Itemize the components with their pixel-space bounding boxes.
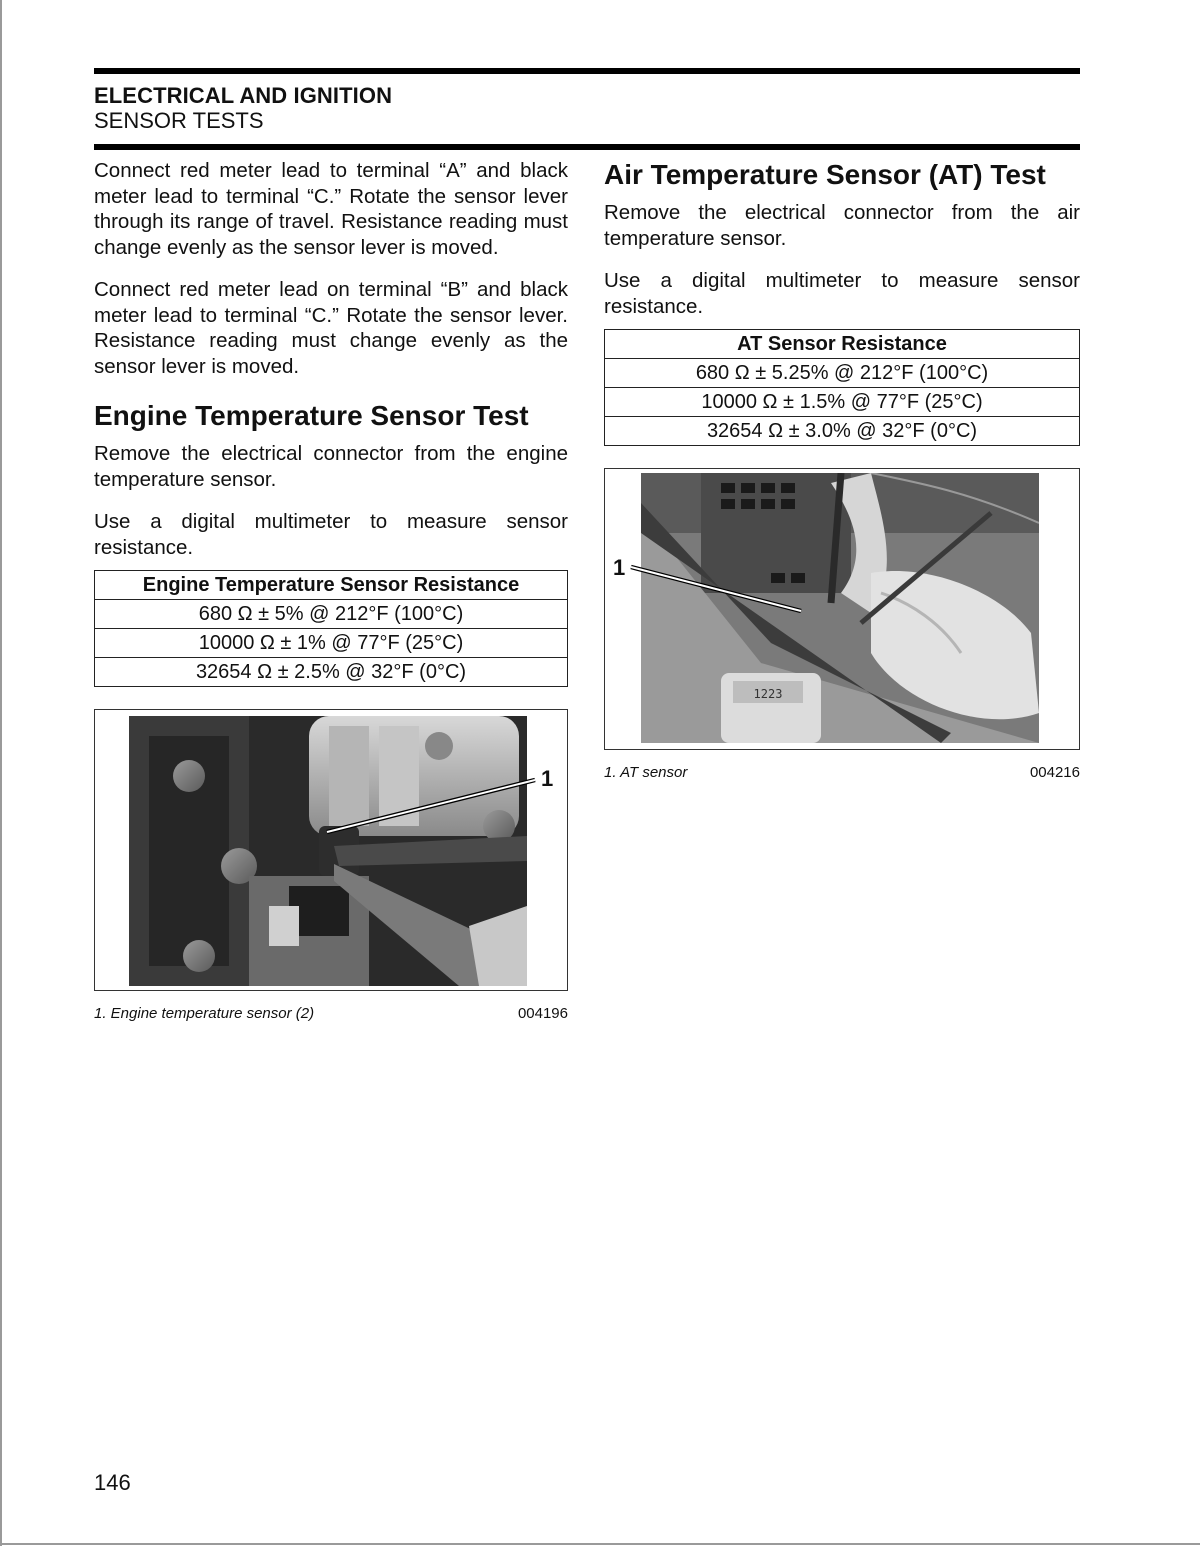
paragraph-remove-connector-at: Remove the electrical connector from the air temperature sensor. (604, 201, 1080, 250)
left-column (94, 158, 568, 1022)
page-edge-left (0, 0, 2, 1546)
paragraph-terminal-a: Connect red meter lead to terminal “A” and black meter lead to terminal “C.” Rotate the sensor lever through its range of travel. Resistance reading must change evenly as the sensor lever is moved. (94, 159, 568, 259)
callout-number: 1 (613, 555, 626, 580)
callout-number: 1 (541, 766, 554, 791)
table-row: 680 Ω ± 5.25% @ 212°F (100°C) (605, 359, 1080, 388)
header-bottom-rule (94, 144, 1080, 150)
paragraph-use-multimeter-at: Use a digital multimeter to measure sensor resistance. (604, 269, 1080, 318)
table-row: 10000 Ω ± 1% @ 77°F (25°C) (95, 629, 568, 658)
at-sensor-figure (604, 468, 1080, 750)
heading-engine-temp-test: Engine Temperature Sensor Test (94, 400, 529, 431)
subsection-title: SENSOR TESTS (94, 108, 264, 133)
table-header: Engine Temperature Sensor Resistance (95, 571, 568, 600)
figure-code: 004216 (1029, 764, 1080, 781)
at-resistance-table (604, 329, 1080, 446)
figure-caption: 1. Engine temperature sensor (2) (94, 1005, 315, 1022)
heading-air-temp-test: Air Temperature Sensor (AT) Test (604, 159, 1046, 190)
figure-caption-row (604, 764, 1080, 781)
section-title: ELECTRICAL AND IGNITION (94, 83, 393, 108)
leader-line (95, 710, 571, 990)
paragraph-remove-connector: Remove the electrical connector from the engine temperature sensor. (94, 442, 568, 491)
table-row: 680 Ω ± 5% @ 212°F (100°C) (95, 600, 568, 629)
page-number: 146 (94, 1470, 131, 1495)
header-top-rule (94, 68, 1080, 74)
paragraph-use-multimeter: Use a digital multimeter to measure sensor resistance. (94, 510, 568, 559)
figure-code: 004196 (517, 1005, 568, 1022)
page-header (94, 68, 1080, 150)
table-row: 10000 Ω ± 1.5% @ 77°F (25°C) (605, 388, 1080, 417)
leader-line (605, 469, 1081, 749)
meter-display: 1223 (753, 687, 783, 701)
paragraph-terminal-b: Connect red meter lead on terminal “B” and black meter lead to terminal “C.” Rotate the sensor lever. Resistance reading must change evenly as the sensor lever is moved. (94, 278, 568, 378)
table-header: AT Sensor Resistance (605, 330, 1080, 359)
table-row: 32654 Ω ± 2.5% @ 32°F (0°C) (95, 658, 568, 687)
right-column (604, 158, 1080, 781)
engine-temp-resistance-table (94, 570, 568, 687)
page-edge-bottom (0, 1543, 1200, 1545)
figure-caption-row (94, 1005, 568, 1022)
table-row: 32654 Ω ± 3.0% @ 32°F (0°C) (605, 417, 1080, 446)
engine-temp-sensor-figure (94, 709, 568, 991)
figure-caption: 1. AT sensor (604, 764, 688, 781)
